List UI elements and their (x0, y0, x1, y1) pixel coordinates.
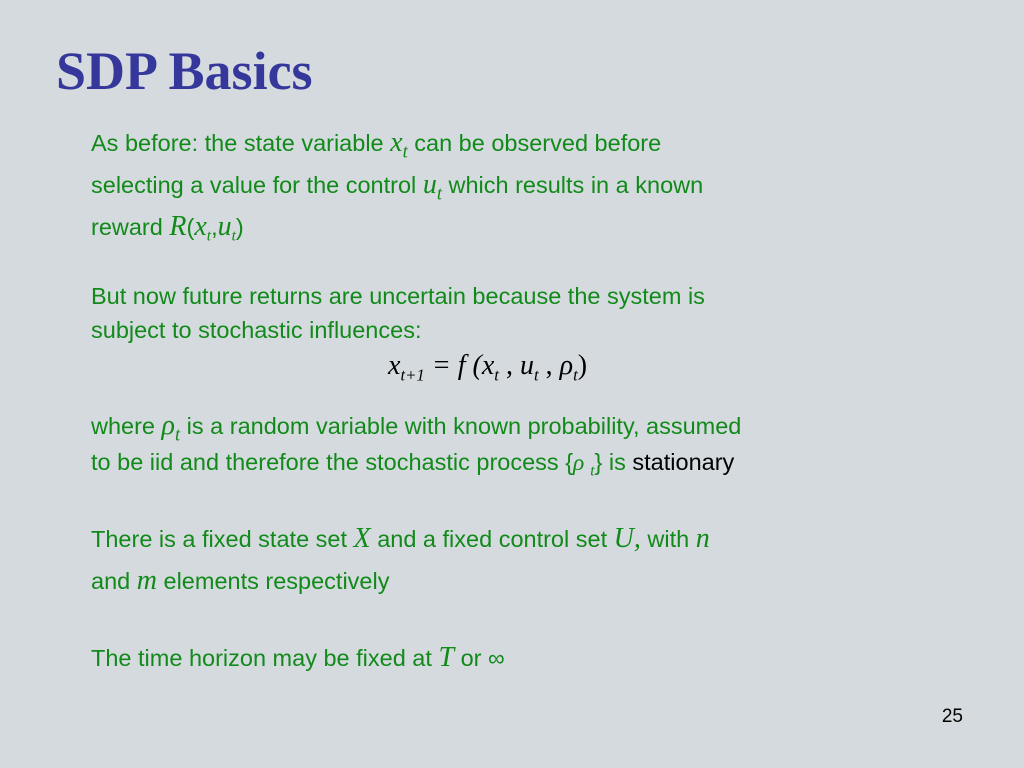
text-fragment: to be iid and therefore the stochastic process { (91, 449, 574, 475)
stationary-term: stationary (632, 449, 735, 475)
text-fragment: can be observed before (414, 130, 662, 156)
math-U: U, (613, 523, 641, 554)
text-fragment: As before: the state variable (91, 130, 384, 156)
transition-equation: $x_{t+1} = f$ ($x_t$ , $u_t$ , $\rho_t$) (388, 350, 588, 385)
text-fragment: and (91, 568, 131, 594)
text-fragment: But now future returns are uncertain because the system is (91, 283, 705, 309)
text-fragment: subject to stochastic influences: (91, 317, 422, 343)
math-rho-process: ρ $_t$ (573, 450, 595, 480)
math-T: T (438, 642, 455, 673)
page-number: 25 (941, 706, 963, 727)
math-rho: $\rho_t$ (161, 410, 181, 445)
text-fragment: The time horizon may be fixed at (91, 645, 432, 671)
text-fragment: with (647, 526, 690, 552)
paragraph-random-variable (91, 408, 891, 481)
math-u: $u_t$ (422, 169, 442, 204)
paragraph-state-control-sets (91, 518, 891, 602)
math-reward: $R(x_t,u_t)$ (169, 211, 244, 245)
text-fragment: There is a fixed state set (91, 526, 348, 552)
math-n: n (695, 523, 710, 554)
text-fragment: which results in a known (448, 172, 704, 198)
math-x: $x_t$ (390, 127, 408, 162)
math-X: X (353, 523, 371, 554)
text-fragment: elements respectively (163, 568, 390, 594)
slide-title: SDP Basics (56, 41, 313, 101)
text-fragment: } is (594, 449, 626, 475)
text-fragment: and a fixed control set (377, 526, 608, 552)
paragraph-state-variable (91, 122, 891, 248)
text-fragment: is a random variable with known probability, assumed (186, 413, 742, 439)
text-fragment: reward (91, 214, 163, 240)
text-fragment: selecting a value for the control (91, 172, 417, 198)
paragraph-stochastic (91, 279, 891, 347)
text-fragment: where (91, 413, 156, 439)
paragraph-time-horizon (91, 638, 891, 678)
math-m: m (136, 565, 157, 596)
text-fragment: or ∞ (460, 645, 505, 671)
